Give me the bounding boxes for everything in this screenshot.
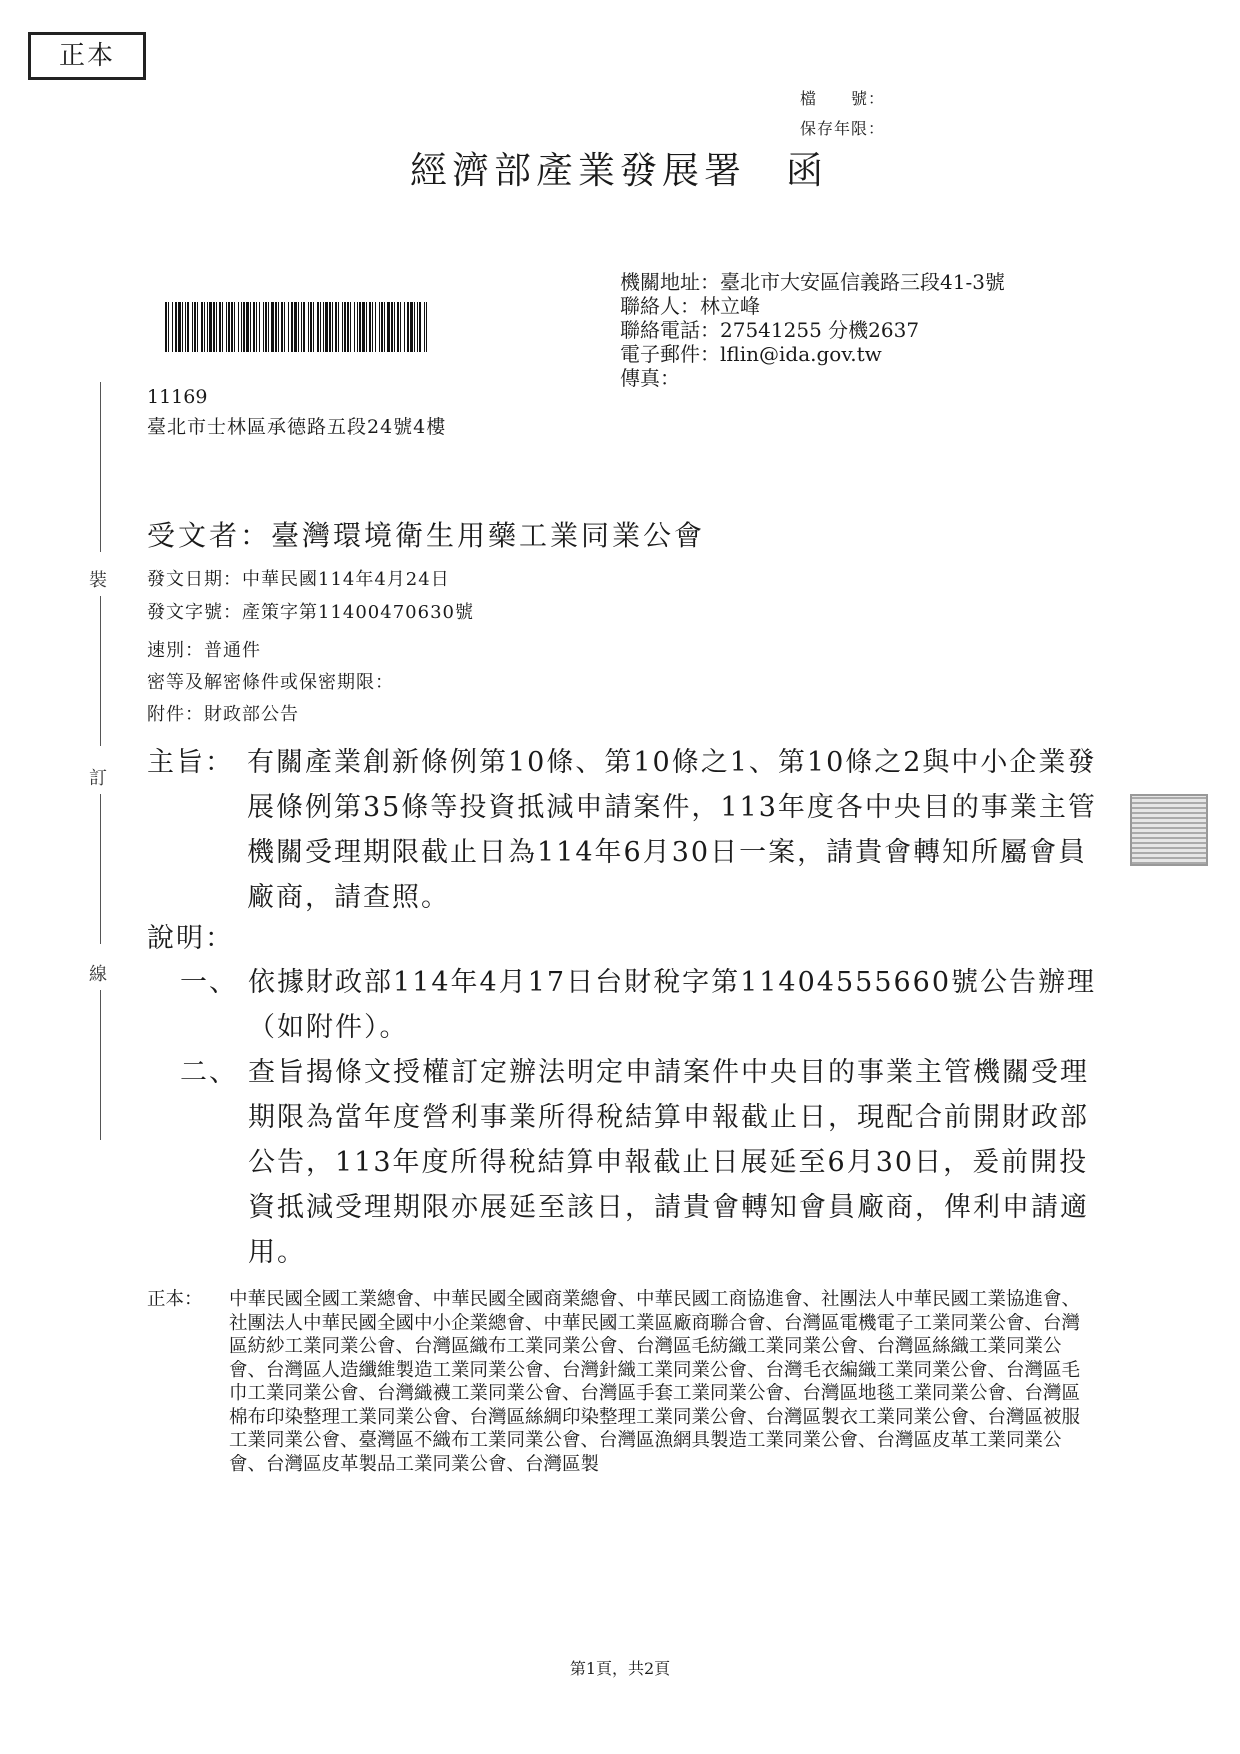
attachment: 附件：財政部公告 (147, 704, 299, 725)
page-number: 第1頁，共2頁 (569, 1659, 671, 1678)
copy-type-stamp: 正本 (28, 32, 146, 80)
item-number: 二、 (180, 1057, 238, 1088)
contact-phone: 聯絡電話：27541255 分機2637 (620, 318, 920, 342)
agency-name: 經濟部產業發展署 (410, 149, 746, 192)
document-title (410, 140, 828, 194)
distribution-section (147, 1288, 1097, 1476)
item-text: 查旨揭條文授權訂定辦法明定申請案件中央目的事業主管機關受理期限為當年度營利事業所得稅結算申報截止日，現配合前開財政部公告，113年度所得稅結算申報截止日展延至6月30日，爰前開投資抵減受理期限亦展延至該日，請貴會轉知會員廠商，俾利申請適用。 (248, 1057, 1089, 1268)
agency-address: 機關地址：臺北市大安區信義路三段41-3號 (620, 270, 1005, 294)
mailing-address: 臺北市士林區承德路五段24號4樓 (147, 416, 447, 438)
binding-line (100, 596, 101, 746)
contact-block (620, 270, 1005, 390)
secrecy-level: 密等及解密條件或保密期限： (147, 672, 394, 693)
document-number: 發文字號：產策字第11400470630號 (147, 602, 474, 623)
speed-class: 速別：普通件 (147, 640, 261, 661)
binding-mark-ding: 訂 (89, 768, 107, 789)
document-type: 函 (786, 149, 828, 192)
binding-mark-zhuang: 裝 (89, 570, 107, 591)
contact-email: 電子郵件：lflin@ida.gov.tw (620, 342, 882, 366)
subject-text: 有關產業創新條例第10條、第10條之1、第10條之2與中小企業發展條例第35條等投資抵減申請案件，113年度各中央目的事業主管機關受理期限截止日為114年6月30日一案，請貴會轉知所屬會員廠商，請查照。 (247, 747, 1097, 913)
item-text: 依據財政部114年4月17日台財稅字第11404555660號公告辦理（如附件）。 (248, 967, 1097, 1043)
description-label: 說明： (147, 923, 234, 954)
binding-line (100, 990, 101, 1140)
contact-fax: 傳真： (620, 366, 680, 390)
subject-section (147, 740, 1097, 920)
description-item (180, 960, 1100, 1050)
file-number-label: 檔 號： (800, 89, 886, 108)
recipient: 受文者：臺灣環境衛生用藥工業同業公會 (147, 519, 706, 552)
description-item (180, 1050, 1100, 1275)
issue-date: 發文日期：中華民國114年4月24日 (147, 569, 450, 590)
contact-person: 聯絡人：林立峰 (620, 294, 760, 318)
subject-label: 主旨： (147, 747, 234, 778)
stamp-icon (1130, 794, 1208, 866)
distribution-label: 正本： (147, 1289, 203, 1310)
mailing-postcode: 11169 (147, 386, 208, 408)
binding-line (100, 382, 101, 552)
retention-label: 保存年限： (800, 119, 886, 138)
distribution-list: 中華民國全國工業總會、中華民國全國商業總會、中華民國工商協進會、社團法人中華民國工業協進會、社團法人中華民國全國中小企業總會、中華民國工業區廠商聯合會、台灣區電機電子工業同業公會、台灣區紡紗工業同業公會、台灣區織布工業同業公會、台灣區毛紡織工業同業公會、台灣區絲織工業同業公會、台灣區人造纖維製造工業同業公會、台灣針織工業同業公會、台灣毛衣編織工業同業公會、台灣區毛巾工業同業公會、台灣織襪工業同業公會、台灣區手套工業同業公會、台灣區地毯工業同業公會、台灣區棉布印染整理工業同業公會、台灣區絲綢印染整理工業同業公會、台灣區製衣工業同業公會、台灣區被服工業同業公會、臺灣區不織布工業同業公會、台灣區漁網具製造工業同業公會、台灣區皮革工業同業公會、台灣區皮革製品工業同業公會、台灣區製 (229, 1289, 1081, 1475)
barcode-icon (165, 302, 427, 352)
binding-mark-xian: 線 (89, 964, 107, 985)
binding-line (100, 794, 101, 944)
item-number: 一、 (180, 967, 238, 998)
